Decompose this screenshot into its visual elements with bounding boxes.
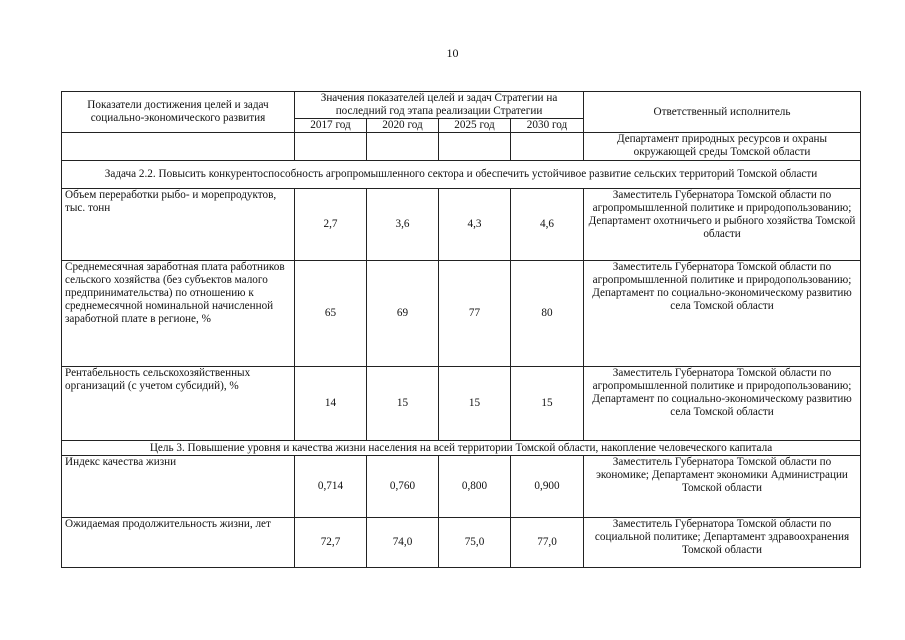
value-cell: 72,7	[295, 518, 367, 568]
indicator-cell: Рентабельность сельскохозяйственных организаций (с учетом субсидий), %	[62, 367, 295, 441]
responsible-cell: Заместитель Губернатора Томской области по агропромышленной политике и природопользованию; Департамент по социально-экономическому развитию села Томской области	[584, 261, 861, 367]
table-row	[62, 261, 861, 367]
value-cell: 15	[367, 367, 439, 441]
value-cell: 14	[295, 367, 367, 441]
indicators-table	[61, 91, 861, 568]
header-values-title: Значения показателей целей и задач Стратегии на последний год этапа реализации Стратегии	[295, 92, 584, 119]
responsible-cell: Заместитель Губернатора Томской области по социальной политике; Департамент здравоохранения Томской области	[584, 518, 861, 568]
value-cell: 4,3	[439, 189, 511, 261]
value-cell: 0,800	[439, 456, 511, 518]
indicator-cell: Ожидаемая продолжительность жизни, лет	[62, 518, 295, 568]
header-indicator: Показатели достижения целей и задач социально-экономического развития	[62, 92, 295, 133]
section-row	[62, 441, 861, 456]
page-number: 10	[446, 46, 459, 60]
value-cell: 0,900	[511, 456, 584, 518]
value-cell: 75,0	[439, 518, 511, 568]
value-cell: 0,714	[295, 456, 367, 518]
table-row	[62, 189, 861, 261]
value-cell: 65	[295, 261, 367, 367]
table-row	[62, 133, 861, 161]
value-cell: 69	[367, 261, 439, 367]
header-year: 2030 год	[511, 119, 584, 133]
responsible-cell: Заместитель Губернатора Томской области по агропромышленной политике и природопользованию; Департамент по социально-экономическому развитию села Томской области	[584, 367, 861, 441]
table-row	[62, 367, 861, 441]
value-cell: 77	[439, 261, 511, 367]
indicator-cell: Объем переработки рыбо- и морепродуктов, тыс. тонн	[62, 189, 295, 261]
responsible-cell: Заместитель Губернатора Томской области по экономике; Департамент экономики Администрации Томской области	[584, 456, 861, 518]
header-year: 2020 год	[367, 119, 439, 133]
value-cell: 4,6	[511, 189, 584, 261]
task-heading: Задача 2.2. Повысить конкурентоспособность агропромышленного сектора и обеспечить устойчивое развитие сельских территорий Томской области	[62, 161, 861, 189]
indicator-cell: Среднемесячная заработная плата работников сельского хозяйства (без субъектов малого предпринимательства) по отношению к среднемесячной номинальной начисленной заработной плате в регионе, %	[62, 261, 295, 367]
value-cell: 15	[511, 367, 584, 441]
header-year: 2017 год	[295, 119, 367, 133]
value-cell: 2,7	[295, 189, 367, 261]
header-year: 2025 год	[439, 119, 511, 133]
header-row	[62, 92, 861, 119]
header-responsible: Ответственный исполнитель	[584, 92, 861, 133]
indicator-cell: Индекс качества жизни	[62, 456, 295, 518]
responsible-cell: Департамент природных ресурсов и охраны окружающей среды Томской области	[584, 133, 861, 161]
value-cell: 0,760	[367, 456, 439, 518]
value-cell: 74,0	[367, 518, 439, 568]
table-row	[62, 456, 861, 518]
goal-heading: Цель 3. Повышение уровня и качества жизни населения на всей территории Томской области, накопление человеческого капитала	[62, 441, 861, 456]
value-cell: 80	[511, 261, 584, 367]
section-row	[62, 161, 861, 189]
table-row	[62, 518, 861, 568]
value-cell: 15	[439, 367, 511, 441]
value-cell: 77,0	[511, 518, 584, 568]
value-cell: 3,6	[367, 189, 439, 261]
responsible-cell: Заместитель Губернатора Томской области по агропромышленной политике и природопользованию; Департамент охотничьего и рыбного хозяйства Томской области	[584, 189, 861, 261]
